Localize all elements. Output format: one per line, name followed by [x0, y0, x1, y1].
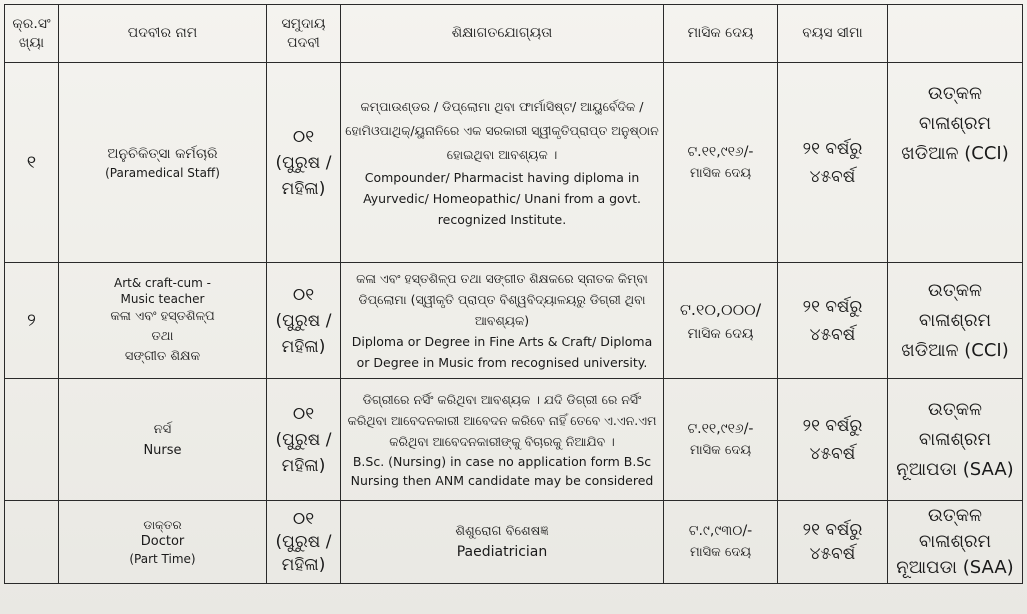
cell-posts [267, 63, 341, 263]
posts-count: ୦୧ [292, 403, 315, 424]
age-from: ୨୧ ବର୍ଷରୁ [802, 415, 863, 436]
header-location [888, 5, 1023, 63]
post-name-english: Nurse [143, 442, 182, 458]
post-name-english-2: Music teacher [120, 291, 205, 306]
cell-posts [267, 379, 341, 501]
qualification-english: Paediatrician [456, 544, 548, 560]
cell-location: ଉତ୍କଳ ବାଳାଶ୍ରମ ଖଡିଆଳ (CCI) [888, 263, 1023, 379]
cell-qualification [341, 63, 664, 263]
header-row [5, 5, 1023, 63]
salary-amount: ଟ.୯,୯୩୦/- [688, 523, 753, 539]
salary-amount: ଟ.୧୦,୦୦୦/ [679, 300, 762, 319]
age-from: ୨୧ ବର୍ଷରୁ [802, 296, 863, 317]
age-to: ୪୫ବର୍ଷ [809, 443, 856, 464]
header-num-posts: ସମୁଦାୟ ପଦବୀ [267, 5, 341, 63]
cell-sl [5, 379, 59, 501]
cell-age [778, 63, 888, 263]
post-name-english: Art& craft-cum - [114, 275, 211, 290]
cell-salary [664, 63, 778, 263]
age-to: ୪୫ବର୍ଷ [809, 324, 856, 345]
posts-count: ୦୧ [292, 508, 315, 529]
cell-qualification [341, 263, 664, 379]
salary-note: ମାସିକ ଦେୟ [689, 442, 752, 458]
post-name-odia: ଅନୁଚିକିତ୍ସା କର୍ମଚାରି [107, 146, 218, 162]
cell-sl [5, 501, 59, 584]
table-row [5, 379, 1023, 501]
recruitment-table [4, 4, 1023, 584]
age-from: ୨୧ ବର୍ଷରୁ [802, 138, 863, 159]
posts-count: ୦୧ [292, 284, 315, 305]
cell-posts [267, 501, 341, 584]
qualification-odia: କମ୍ପାଉଣ୍ଡର / ଡିପ୍ଲୋମା ଥିବା ଫାର୍ମାସିଷ୍ଟ/ ଆୟୁର୍ବେଦିକ / ହୋମିଓପାଥିକ୍/ୟୁନାନିରେ ଏକ ସରକାରୀ ସ୍ୱୀକୃତିପ୍ରାପ୍ତ ଅନୁଷ୍ଠାନ ହୋଇଥିବା ଆବଶ୍ୟକ । [345, 99, 659, 162]
cell-age [778, 501, 888, 584]
post-name-english: (Paramedical Staff) [105, 166, 220, 180]
post-name-odia: ଡାକ୍ତର [143, 518, 182, 532]
qualification-english: Diploma or Degree in Fine Arts & Craft/ Diploma or Degree in Music from recognised university. [351, 334, 653, 370]
posts-gender: (ପୁରୁଷ /ମହିଳା) [275, 429, 332, 476]
post-name-odia: ନର୍ସ [153, 421, 172, 437]
age-from: ୨୧ ବର୍ଷରୁ [802, 520, 863, 540]
cell-salary [664, 501, 778, 584]
salary-note: ମାସିକ ଦେୟ [689, 545, 752, 560]
cell-location: ଉତ୍କଳ ବାଳାଶ୍ରମ ଖଡିଆଳ (CCI) [888, 63, 1023, 263]
qualification-odia: ଡିଗ୍ରୀରେ ନର୍ସିଂ କରିଥିବା ଆବଶ୍ୟକ । ଯଦି ଡିଗ୍ରୀ ରେ ନର୍ସିଂ କରିଥିବା ଆବେଦନକାରୀ ଆବେଦନ କରିବେ ନାହିଁ ତେବେ ଏ.ଏନ.ଏମ କରିଥିବା ଆବେଦନକାରୀଙ୍କୁ ବିଚାରକୁ ନିଆଯିବ । [347, 392, 657, 449]
header-age-limit: ବୟସ ସୀମା [778, 5, 888, 63]
cell-qualification [341, 501, 664, 584]
cell-qualification [341, 379, 664, 501]
header-sl-no: କ୍ର.ସଂ ଖ୍ୟା [5, 5, 59, 63]
cell-posts [267, 263, 341, 379]
cell-sl: ୨ [5, 263, 59, 379]
qualification-odia: କଳା ଏବଂ ହସ୍ତଶିଳ୍ପ ତଥା ସଙ୍ଗୀତ ଶିକ୍ଷକରେ ସ୍ନାତକ କିମ୍ବା ଡିପ୍ଲୋମା (ସ୍ୱୀକୃତି ପ୍ରାପ୍ତ ବିଶ୍ୱବିଦ୍ୟାଳୟରୁ ଡିଗ୍ରୀ ଥିବା ଆବଶ୍ୟକ) [356, 271, 648, 328]
cell-location: ଉତ୍କଳ ବାଳାଶ୍ରମ ନୂଆପଡା (SAA) [888, 501, 1023, 584]
salary-note: ମାସିକ ଦେୟ [687, 326, 754, 342]
cell-post [59, 501, 267, 584]
qualification-english: B.Sc. (Nursing) in case no application form B.Sc Nursing then ANM candidate may be considered [350, 454, 654, 488]
qualification-odia: ଶିଶୁରୋଗ ବିଶେଷଜ୍ଞ [455, 524, 549, 539]
posts-gender: (ପୁରୁଷ /ମହିଳା) [275, 310, 332, 357]
cell-post [59, 379, 267, 501]
cell-age [778, 379, 888, 501]
age-to: ୪୫ବର୍ଷ [809, 544, 856, 564]
table-row [5, 63, 1023, 263]
cell-salary [664, 263, 778, 379]
posts-gender: (ପୁରୁଷ /ମହିଳା) [275, 152, 332, 199]
post-name-english: Doctor [140, 534, 185, 549]
post-name-odia-2: ତଥା [151, 328, 174, 344]
header-qualification: ଶିକ୍ଷାଗତଯୋଗ୍ୟତା [341, 5, 664, 63]
salary-note: ମାସିକ ଦେୟ [689, 165, 752, 181]
posts-count: ୦୧ [292, 126, 315, 147]
cell-location: ଉତ୍କଳ ବାଳାଶ୍ରମ ନୂଆପଡା (SAA) [888, 379, 1023, 501]
salary-amount: ଟ.୧୧,୯୧୬/- [687, 420, 754, 437]
cell-salary [664, 379, 778, 501]
post-name-english-2: (Part Time) [129, 552, 196, 566]
table-row [5, 263, 1023, 379]
cell-age [778, 263, 888, 379]
age-to: ୪୫ବର୍ଷ [809, 166, 856, 187]
salary-amount: ଟ.୧୧,୯୧୬/- [687, 143, 754, 160]
post-name-odia: କଳା ଏବଂ ହସ୍ତଶିଳ୍ପ [110, 308, 215, 324]
qualification-english: Compounder/ Pharmacist having diploma in Ayurvedic/ Homeopathic/ Unani from a govt. recognized Institute. [363, 170, 641, 227]
post-name-odia-3: ସଙ୍ଗୀତ ଶିକ୍ଷକ [124, 348, 201, 364]
header-post-name: ପଦବୀର ନାମ [59, 5, 267, 63]
posts-gender: (ପୁରୁଷ /ମହିଳା) [275, 531, 332, 575]
cell-post [59, 263, 267, 379]
header-monthly-salary: ମାସିକ ଦେୟ [664, 5, 778, 63]
table-row [5, 501, 1023, 584]
cell-sl: ୧ [5, 63, 59, 263]
cell-post [59, 63, 267, 263]
